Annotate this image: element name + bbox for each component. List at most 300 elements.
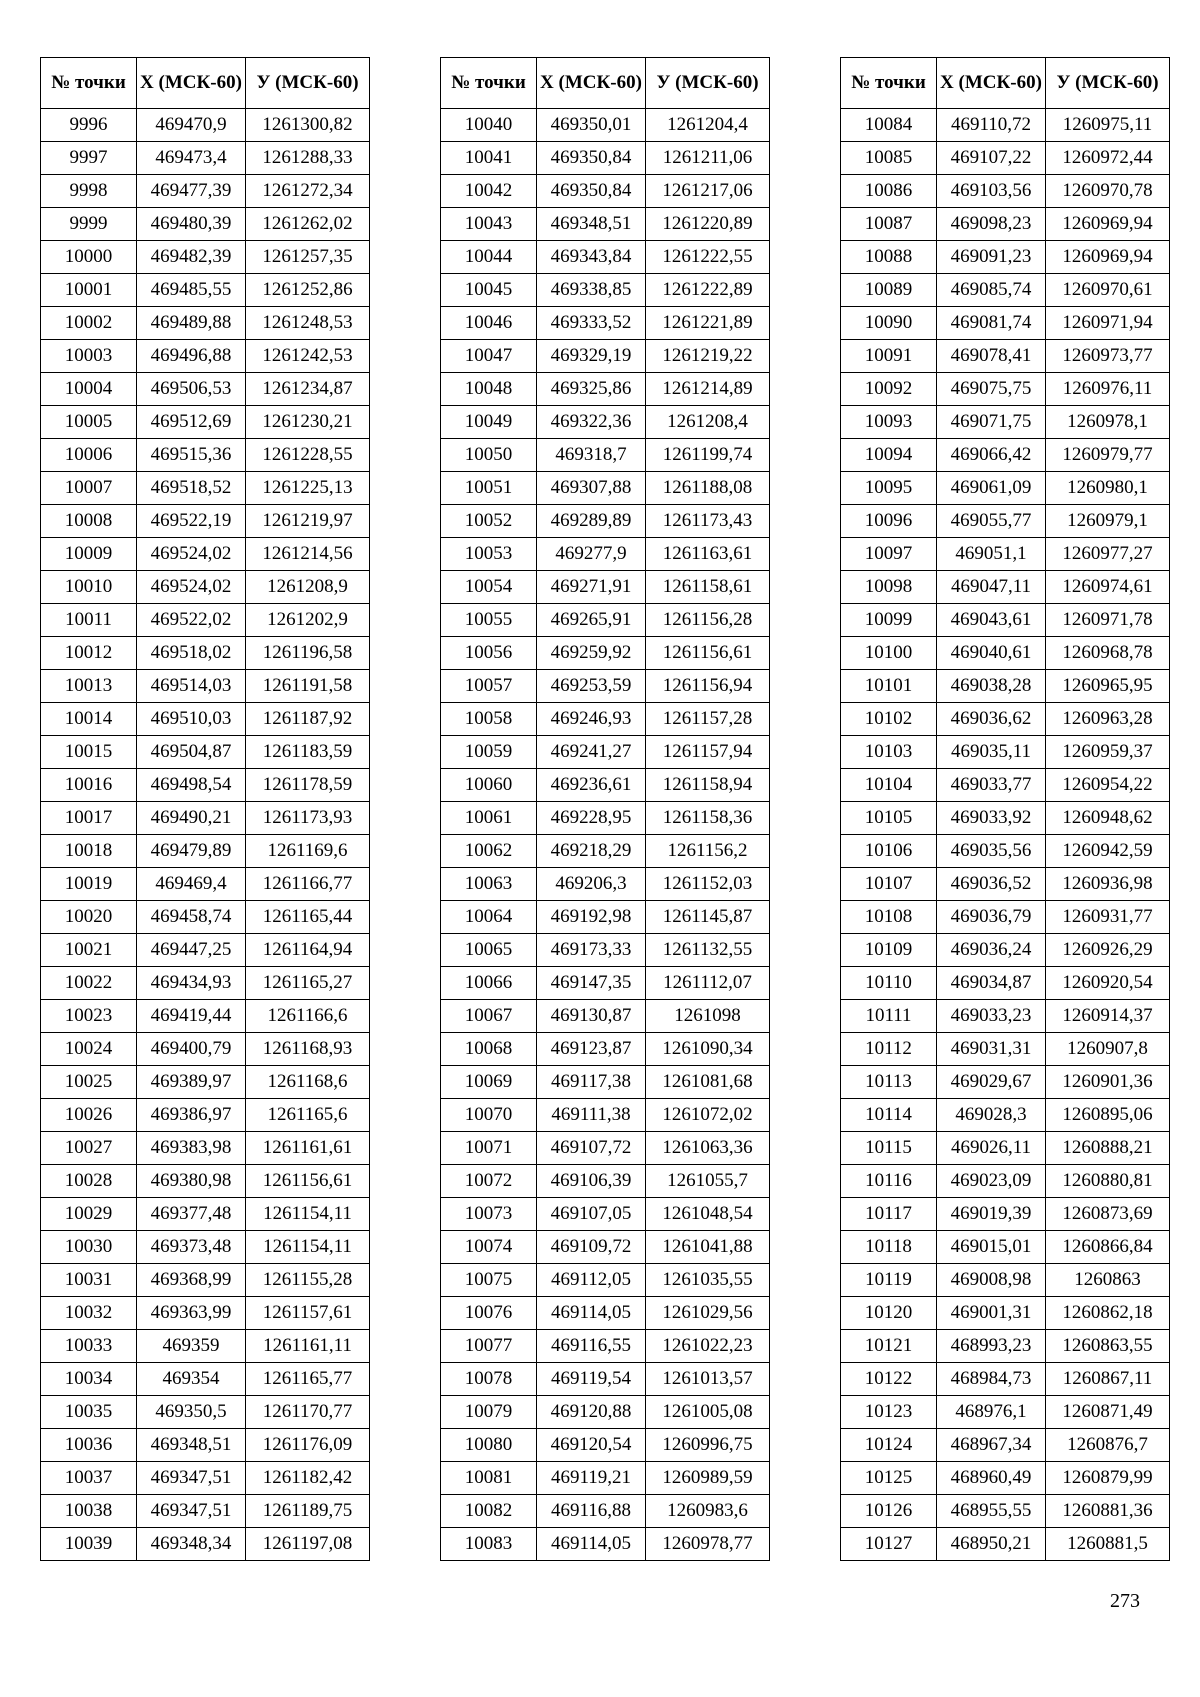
- y-coordinate-cell: 1261221,89: [646, 307, 770, 340]
- point-number-cell: 10077: [441, 1330, 537, 1363]
- point-number-cell: 10045: [441, 274, 537, 307]
- point-number-cell: 10064: [441, 901, 537, 934]
- x-coordinate-cell: 469029,67: [937, 1066, 1046, 1099]
- table-row: [41, 901, 370, 934]
- point-number-cell: 10091: [841, 340, 937, 373]
- y-coordinate-cell: 1261063,36: [646, 1132, 770, 1165]
- y-coordinate-cell: 1261029,56: [646, 1297, 770, 1330]
- x-coordinate-cell: 469473,4: [137, 142, 246, 175]
- x-coordinate-cell: 469228,95: [537, 802, 646, 835]
- point-number-cell: 10000: [41, 241, 137, 274]
- x-coordinate-cell: 469350,5: [137, 1396, 246, 1429]
- point-number-cell: 10046: [441, 307, 537, 340]
- point-number-cell: 10098: [841, 571, 937, 604]
- y-coordinate-cell: 1260975,11: [1046, 109, 1170, 142]
- y-coordinate-cell: 1261188,08: [646, 472, 770, 505]
- x-coordinate-cell: 469354: [137, 1363, 246, 1396]
- x-coordinate-cell: 469123,87: [537, 1033, 646, 1066]
- y-coordinate-cell: 1261145,87: [646, 901, 770, 934]
- table-row: [441, 571, 770, 604]
- table-header-row: [41, 58, 370, 109]
- table-row: [441, 1033, 770, 1066]
- table-row: [441, 769, 770, 802]
- x-coordinate-cell: 469496,88: [137, 340, 246, 373]
- table-row: [41, 1495, 370, 1528]
- table-row: [841, 538, 1170, 571]
- y-coordinate-cell: 1261182,42: [246, 1462, 370, 1495]
- point-number-cell: 10035: [41, 1396, 137, 1429]
- point-number-cell: 10053: [441, 538, 537, 571]
- table-row: [441, 175, 770, 208]
- table-row: [441, 637, 770, 670]
- x-coordinate-cell: 469419,44: [137, 1000, 246, 1033]
- point-number-cell: 10030: [41, 1231, 137, 1264]
- coordinates-table-3: [840, 57, 1170, 1561]
- point-number-cell: 10123: [841, 1396, 937, 1429]
- y-coordinate-cell: 1260926,29: [1046, 934, 1170, 967]
- y-coordinate-cell: 1261187,92: [246, 703, 370, 736]
- table-row: [41, 1066, 370, 1099]
- y-coordinate-cell: 1260931,77: [1046, 901, 1170, 934]
- table-row: [41, 835, 370, 868]
- y-coordinate-cell: 1260971,78: [1046, 604, 1170, 637]
- point-number-cell: 10084: [841, 109, 937, 142]
- x-coordinate-cell: 469380,98: [137, 1165, 246, 1198]
- point-number-cell: 10118: [841, 1231, 937, 1264]
- point-number-cell: 10107: [841, 868, 937, 901]
- table-row: [441, 1264, 770, 1297]
- table-row: [441, 1495, 770, 1528]
- table-row: [441, 439, 770, 472]
- point-number-cell: 10008: [41, 505, 137, 538]
- y-coordinate-cell: 1261157,94: [646, 736, 770, 769]
- table-row: [841, 1429, 1170, 1462]
- y-coordinate-cell: 1260970,61: [1046, 274, 1170, 307]
- y-coordinate-cell: 1260914,37: [1046, 1000, 1170, 1033]
- point-number-cell: 10114: [841, 1099, 937, 1132]
- x-coordinate-cell: 469061,09: [937, 472, 1046, 505]
- y-coordinate-cell: 1261300,82: [246, 109, 370, 142]
- table-row: [41, 1165, 370, 1198]
- point-number-cell: 10006: [41, 439, 137, 472]
- table-row: [441, 670, 770, 703]
- x-coordinate-cell: 469035,11: [937, 736, 1046, 769]
- y-coordinate-cell: 1261197,08: [246, 1528, 370, 1561]
- point-number-cell: 10016: [41, 769, 137, 802]
- point-number-cell: 10041: [441, 142, 537, 175]
- y-coordinate-cell: 1260879,99: [1046, 1462, 1170, 1495]
- x-coordinate-cell: 469116,55: [537, 1330, 646, 1363]
- y-coordinate-cell: 1261035,55: [646, 1264, 770, 1297]
- table-row: [41, 406, 370, 439]
- x-coordinate-cell: 469348,51: [537, 208, 646, 241]
- y-coordinate-cell: 1260936,98: [1046, 868, 1170, 901]
- point-number-cell: 10075: [441, 1264, 537, 1297]
- y-coordinate-cell: 1261168,93: [246, 1033, 370, 1066]
- table-row: [441, 1066, 770, 1099]
- x-coordinate-cell: 469350,84: [537, 142, 646, 175]
- point-number-cell: 10048: [441, 373, 537, 406]
- table-row: [441, 1429, 770, 1462]
- table-row: [41, 736, 370, 769]
- point-number-cell: 10070: [441, 1099, 537, 1132]
- table-row: [441, 835, 770, 868]
- x-coordinate-cell: 469033,92: [937, 802, 1046, 835]
- point-number-cell: 10015: [41, 736, 137, 769]
- x-coordinate-cell: 469383,98: [137, 1132, 246, 1165]
- table-row: [441, 274, 770, 307]
- point-number-cell: 10122: [841, 1363, 937, 1396]
- y-coordinate-cell: 1260996,75: [646, 1429, 770, 1462]
- point-number-cell: 10003: [41, 340, 137, 373]
- y-coordinate-cell: 1261272,34: [246, 175, 370, 208]
- x-coordinate-cell: 469363,99: [137, 1297, 246, 1330]
- x-coordinate-cell: 469489,88: [137, 307, 246, 340]
- y-coordinate-cell: 1260973,77: [1046, 340, 1170, 373]
- x-coordinate-cell: 469001,31: [937, 1297, 1046, 1330]
- point-number-cell: 10111: [841, 1000, 937, 1033]
- table-row: [441, 868, 770, 901]
- point-number-cell: 10109: [841, 934, 937, 967]
- table-row: [41, 1264, 370, 1297]
- x-coordinate-cell: 469103,56: [937, 175, 1046, 208]
- table-row: [41, 1462, 370, 1495]
- point-number-cell: 10019: [41, 868, 137, 901]
- x-coordinate-cell: 469043,61: [937, 604, 1046, 637]
- table-row: [41, 505, 370, 538]
- point-number-cell: 10052: [441, 505, 537, 538]
- y-coordinate-cell: 1261081,68: [646, 1066, 770, 1099]
- table-row: [41, 571, 370, 604]
- point-number-cell: 9998: [41, 175, 137, 208]
- table-row: [41, 1198, 370, 1231]
- x-coordinate-cell: 469368,99: [137, 1264, 246, 1297]
- point-number-cell: 10044: [441, 241, 537, 274]
- table-row: [841, 901, 1170, 934]
- y-coordinate-cell: 1261214,89: [646, 373, 770, 406]
- page-number: 273: [1110, 1590, 1140, 1612]
- x-coordinate-cell: 469477,39: [137, 175, 246, 208]
- y-coordinate-cell: 1261219,97: [246, 505, 370, 538]
- y-coordinate-cell: 1261196,58: [246, 637, 370, 670]
- point-number-cell: 10088: [841, 241, 937, 274]
- x-coordinate-cell: 469373,48: [137, 1231, 246, 1264]
- point-number-cell: 10126: [841, 1495, 937, 1528]
- header-y-coordinate: У (МСК-60): [1046, 58, 1170, 109]
- table-row: [841, 934, 1170, 967]
- y-coordinate-cell: 1260948,62: [1046, 802, 1170, 835]
- table-row: [41, 1099, 370, 1132]
- point-number-cell: 10097: [841, 538, 937, 571]
- x-coordinate-cell: 469026,11: [937, 1132, 1046, 1165]
- point-number-cell: 10112: [841, 1033, 937, 1066]
- y-coordinate-cell: 1261166,77: [246, 868, 370, 901]
- y-coordinate-cell: 1261165,6: [246, 1099, 370, 1132]
- point-number-cell: 10073: [441, 1198, 537, 1231]
- y-coordinate-cell: 1260895,06: [1046, 1099, 1170, 1132]
- table-row: [841, 1033, 1170, 1066]
- x-coordinate-cell: 469081,74: [937, 307, 1046, 340]
- x-coordinate-cell: 469107,22: [937, 142, 1046, 175]
- x-coordinate-cell: 469350,84: [537, 175, 646, 208]
- x-coordinate-cell: 469055,77: [937, 505, 1046, 538]
- x-coordinate-cell: 469318,7: [537, 439, 646, 472]
- table-row: [441, 1000, 770, 1033]
- x-coordinate-cell: 469111,38: [537, 1099, 646, 1132]
- point-number-cell: 10004: [41, 373, 137, 406]
- y-coordinate-cell: 1261164,94: [246, 934, 370, 967]
- y-coordinate-cell: 1261257,35: [246, 241, 370, 274]
- y-coordinate-cell: 1260876,7: [1046, 1429, 1170, 1462]
- table-row: [441, 1330, 770, 1363]
- table-row: [841, 439, 1170, 472]
- point-number-cell: 10089: [841, 274, 937, 307]
- point-number-cell: 10074: [441, 1231, 537, 1264]
- x-coordinate-cell: 469066,42: [937, 439, 1046, 472]
- x-coordinate-cell: 469253,59: [537, 670, 646, 703]
- table-row: [441, 1462, 770, 1495]
- point-number-cell: 10117: [841, 1198, 937, 1231]
- point-number-cell: 10121: [841, 1330, 937, 1363]
- x-coordinate-cell: 469040,61: [937, 637, 1046, 670]
- x-coordinate-cell: 469377,48: [137, 1198, 246, 1231]
- table-row: [841, 1231, 1170, 1264]
- x-coordinate-cell: 469034,87: [937, 967, 1046, 1000]
- y-coordinate-cell: 1260862,18: [1046, 1297, 1170, 1330]
- table-row: [841, 406, 1170, 439]
- point-number-cell: 10049: [441, 406, 537, 439]
- point-number-cell: 10082: [441, 1495, 537, 1528]
- y-coordinate-cell: 1260863,55: [1046, 1330, 1170, 1363]
- y-coordinate-cell: 1261169,6: [246, 835, 370, 868]
- x-coordinate-cell: 469479,89: [137, 835, 246, 868]
- x-coordinate-cell: 469400,79: [137, 1033, 246, 1066]
- header-point-number: № точки: [41, 58, 137, 109]
- y-coordinate-cell: 1261090,34: [646, 1033, 770, 1066]
- y-coordinate-cell: 1261219,22: [646, 340, 770, 373]
- x-coordinate-cell: 469506,53: [137, 373, 246, 406]
- table-row: [841, 604, 1170, 637]
- y-coordinate-cell: 1261225,13: [246, 472, 370, 505]
- x-coordinate-cell: 469518,52: [137, 472, 246, 505]
- table-row: [41, 340, 370, 373]
- table-row: [441, 736, 770, 769]
- point-number-cell: 10120: [841, 1297, 937, 1330]
- x-coordinate-cell: 469107,72: [537, 1132, 646, 1165]
- x-coordinate-cell: 469036,52: [937, 868, 1046, 901]
- x-coordinate-cell: 469350,01: [537, 109, 646, 142]
- table-row: [441, 934, 770, 967]
- y-coordinate-cell: 1260907,8: [1046, 1033, 1170, 1066]
- table-row: [841, 1000, 1170, 1033]
- point-number-cell: 10069: [441, 1066, 537, 1099]
- y-coordinate-cell: 1261166,6: [246, 1000, 370, 1033]
- x-coordinate-cell: 469518,02: [137, 637, 246, 670]
- y-coordinate-cell: 1261191,58: [246, 670, 370, 703]
- table-row: [841, 1462, 1170, 1495]
- y-coordinate-cell: 1260866,84: [1046, 1231, 1170, 1264]
- point-number-cell: 10060: [441, 769, 537, 802]
- y-coordinate-cell: 1261230,21: [246, 406, 370, 439]
- x-coordinate-cell: 469515,36: [137, 439, 246, 472]
- point-number-cell: 10040: [441, 109, 537, 142]
- point-number-cell: 10066: [441, 967, 537, 1000]
- x-coordinate-cell: 469524,02: [137, 571, 246, 604]
- table-row: [41, 703, 370, 736]
- table-row: [841, 340, 1170, 373]
- x-coordinate-cell: 469434,93: [137, 967, 246, 1000]
- table-row: [841, 769, 1170, 802]
- point-number-cell: 10078: [441, 1363, 537, 1396]
- table-row: [41, 439, 370, 472]
- point-number-cell: 10023: [41, 1000, 137, 1033]
- y-coordinate-cell: 1260959,37: [1046, 736, 1170, 769]
- table-row: [841, 307, 1170, 340]
- x-coordinate-cell: 469038,28: [937, 670, 1046, 703]
- table-row: [841, 703, 1170, 736]
- x-coordinate-cell: 469246,93: [537, 703, 646, 736]
- point-number-cell: 10101: [841, 670, 937, 703]
- point-number-cell: 10005: [41, 406, 137, 439]
- y-coordinate-cell: 1260976,11: [1046, 373, 1170, 406]
- y-coordinate-cell: 1260979,77: [1046, 439, 1170, 472]
- y-coordinate-cell: 1260873,69: [1046, 1198, 1170, 1231]
- y-coordinate-cell: 1261156,61: [646, 637, 770, 670]
- y-coordinate-cell: 1261262,02: [246, 208, 370, 241]
- table-row: [41, 241, 370, 274]
- point-number-cell: 9999: [41, 208, 137, 241]
- table-row: [41, 1231, 370, 1264]
- y-coordinate-cell: 1260989,59: [646, 1462, 770, 1495]
- point-number-cell: 10012: [41, 637, 137, 670]
- y-coordinate-cell: 1261156,94: [646, 670, 770, 703]
- y-coordinate-cell: 1260969,94: [1046, 241, 1170, 274]
- table-row: [41, 373, 370, 406]
- point-number-cell: 10106: [841, 835, 937, 868]
- point-number-cell: 10011: [41, 604, 137, 637]
- y-coordinate-cell: 1260979,1: [1046, 505, 1170, 538]
- point-number-cell: 10087: [841, 208, 937, 241]
- table-row: [841, 868, 1170, 901]
- table-row: [441, 505, 770, 538]
- x-coordinate-cell: 469522,02: [137, 604, 246, 637]
- x-coordinate-cell: 469343,84: [537, 241, 646, 274]
- x-coordinate-cell: 469236,61: [537, 769, 646, 802]
- x-coordinate-cell: 469348,51: [137, 1429, 246, 1462]
- table-row: [841, 571, 1170, 604]
- x-coordinate-cell: 469085,74: [937, 274, 1046, 307]
- y-coordinate-cell: 1261156,2: [646, 835, 770, 868]
- x-coordinate-cell: 468955,55: [937, 1495, 1046, 1528]
- x-coordinate-cell: 469008,98: [937, 1264, 1046, 1297]
- table-row: [841, 1396, 1170, 1429]
- point-number-cell: 10058: [441, 703, 537, 736]
- y-coordinate-cell: 1261189,75: [246, 1495, 370, 1528]
- table-row: [441, 208, 770, 241]
- x-coordinate-cell: 469036,24: [937, 934, 1046, 967]
- y-coordinate-cell: 1260920,54: [1046, 967, 1170, 1000]
- point-number-cell: 10103: [841, 736, 937, 769]
- table-row: [41, 769, 370, 802]
- y-coordinate-cell: 1261165,44: [246, 901, 370, 934]
- table-row: [441, 967, 770, 1000]
- x-coordinate-cell: 468950,21: [937, 1528, 1046, 1561]
- point-number-cell: 10033: [41, 1330, 137, 1363]
- y-coordinate-cell: 1261214,56: [246, 538, 370, 571]
- table-row: [41, 1429, 370, 1462]
- x-coordinate-cell: 469218,29: [537, 835, 646, 868]
- y-coordinate-cell: 1261165,27: [246, 967, 370, 1000]
- y-coordinate-cell: 1260983,6: [646, 1495, 770, 1528]
- point-number-cell: 10037: [41, 1462, 137, 1495]
- table-row: [841, 109, 1170, 142]
- x-coordinate-cell: 469447,25: [137, 934, 246, 967]
- table-row: [841, 241, 1170, 274]
- x-coordinate-cell: 469036,62: [937, 703, 1046, 736]
- y-coordinate-cell: 1261208,9: [246, 571, 370, 604]
- x-coordinate-cell: 469512,69: [137, 406, 246, 439]
- x-coordinate-cell: 469271,91: [537, 571, 646, 604]
- x-coordinate-cell: 469036,79: [937, 901, 1046, 934]
- point-number-cell: 10021: [41, 934, 137, 967]
- x-coordinate-cell: 469386,97: [137, 1099, 246, 1132]
- point-number-cell: 10002: [41, 307, 137, 340]
- table-row: [841, 1165, 1170, 1198]
- table-row: [441, 1396, 770, 1429]
- header-point-number: № точки: [841, 58, 937, 109]
- y-coordinate-cell: 1260971,94: [1046, 307, 1170, 340]
- table-row: [41, 934, 370, 967]
- x-coordinate-cell: 469033,23: [937, 1000, 1046, 1033]
- point-number-cell: 10080: [441, 1429, 537, 1462]
- x-coordinate-cell: 469333,52: [537, 307, 646, 340]
- table-row: [441, 241, 770, 274]
- y-coordinate-cell: 1261055,7: [646, 1165, 770, 1198]
- point-number-cell: 10018: [41, 835, 137, 868]
- y-coordinate-cell: 1261158,36: [646, 802, 770, 835]
- point-number-cell: 10022: [41, 967, 137, 1000]
- table-header-row: [441, 58, 770, 109]
- table-row: [41, 274, 370, 307]
- y-coordinate-cell: 1261154,11: [246, 1198, 370, 1231]
- point-number-cell: 10014: [41, 703, 137, 736]
- y-coordinate-cell: 1261157,61: [246, 1297, 370, 1330]
- point-number-cell: 10054: [441, 571, 537, 604]
- x-coordinate-cell: 469091,23: [937, 241, 1046, 274]
- y-coordinate-cell: 1261048,54: [646, 1198, 770, 1231]
- point-number-cell: 10110: [841, 967, 937, 1000]
- x-coordinate-cell: 469106,39: [537, 1165, 646, 1198]
- x-coordinate-cell: 469051,1: [937, 538, 1046, 571]
- y-coordinate-cell: 1260978,1: [1046, 406, 1170, 439]
- x-coordinate-cell: 469482,39: [137, 241, 246, 274]
- table-row: [41, 1363, 370, 1396]
- point-number-cell: 10104: [841, 769, 937, 802]
- x-coordinate-cell: 469514,03: [137, 670, 246, 703]
- point-number-cell: 10042: [441, 175, 537, 208]
- y-coordinate-cell: 1260972,44: [1046, 142, 1170, 175]
- y-coordinate-cell: 1261173,43: [646, 505, 770, 538]
- point-number-cell: 10062: [441, 835, 537, 868]
- x-coordinate-cell: 469028,3: [937, 1099, 1046, 1132]
- y-coordinate-cell: 1261252,86: [246, 274, 370, 307]
- table-row: [841, 1066, 1170, 1099]
- table-row: [441, 1231, 770, 1264]
- y-coordinate-cell: 1260977,27: [1046, 538, 1170, 571]
- table-row: [841, 1297, 1170, 1330]
- table-row: [841, 142, 1170, 175]
- point-number-cell: 10031: [41, 1264, 137, 1297]
